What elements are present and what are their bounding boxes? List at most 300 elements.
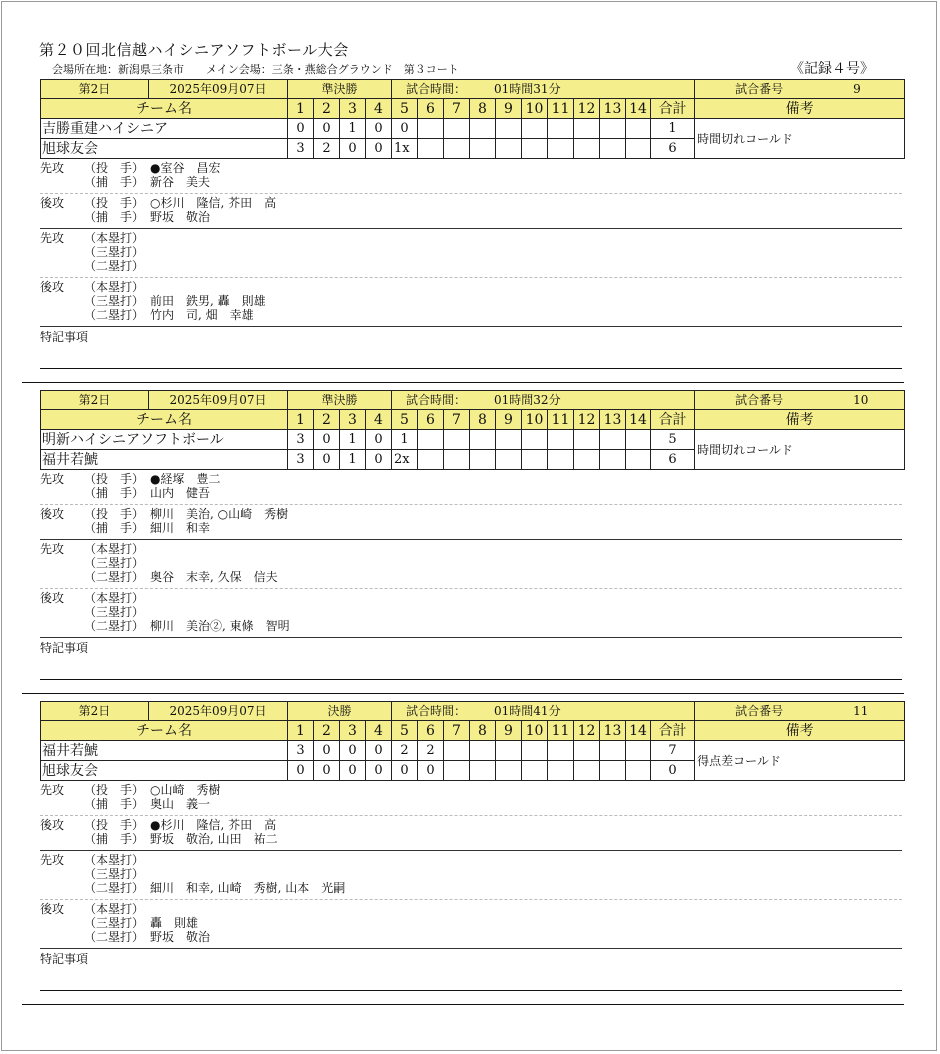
inning-score xyxy=(496,450,522,470)
inning-score: 0 xyxy=(392,119,418,139)
total-score: 0 xyxy=(651,761,695,781)
record-number: 《記録４号》 xyxy=(790,61,874,77)
special-notes: 特記事項 xyxy=(40,949,902,991)
position-label: （二塁打） xyxy=(84,881,145,895)
inning-header-5: 5 xyxy=(392,721,418,741)
detail-line xyxy=(40,521,902,535)
inning-score: 2 xyxy=(314,139,340,159)
inning-header-9: 9 xyxy=(496,99,522,119)
player-names: 野坂 敬治, 山田 祐二 xyxy=(150,832,278,846)
inning-score xyxy=(496,761,522,781)
inning-header-1: 1 xyxy=(288,99,314,119)
inning-header-5: 5 xyxy=(392,99,418,119)
batting-order-label: 先攻 xyxy=(40,231,65,245)
player-names: 柳川 美治②, 東條 智明 xyxy=(150,619,290,633)
detail-line xyxy=(40,308,902,322)
game-time: 試合時間： 01時間31分 xyxy=(392,80,695,99)
inning-header-5: 5 xyxy=(392,410,418,430)
team-name-header: チーム名 xyxy=(41,721,288,741)
batting-order-label xyxy=(40,867,84,881)
remarks-cell: 得点差コールド xyxy=(695,741,905,781)
batting-order-label: 後攻 xyxy=(40,902,65,916)
venue-line: 会場所在地：新潟県三条市 メイン会場：三条・燕総合グラウンド 第３コート xyxy=(52,63,459,76)
inning-score: 0 xyxy=(366,450,392,470)
detail-line xyxy=(40,570,902,584)
detail-line xyxy=(40,259,902,273)
position-label: （捕 手） xyxy=(84,521,145,535)
player-names: 前田 鉄男, 轟 則雄 xyxy=(150,294,266,308)
inning-score xyxy=(522,139,548,159)
team-row xyxy=(41,119,905,139)
inning-header-7: 7 xyxy=(444,99,470,119)
inning-score xyxy=(626,450,651,470)
detail-line xyxy=(40,542,902,556)
inning-score: 0 xyxy=(288,761,314,781)
position-label: （投 手） xyxy=(84,507,145,521)
detail-line xyxy=(40,556,902,570)
inning-score xyxy=(574,741,600,761)
inning-header-2: 2 xyxy=(314,721,340,741)
position-label: （本塁打） xyxy=(84,591,145,605)
inning-header-13: 13 xyxy=(600,721,626,741)
game-details xyxy=(40,159,902,369)
bottom-extra-base-hits xyxy=(40,589,902,638)
position-label: （二塁打） xyxy=(84,619,145,633)
detail-line xyxy=(40,210,902,224)
position-label: （捕 手） xyxy=(84,832,145,846)
inning-score: 3 xyxy=(288,139,314,159)
game-round: 決勝 xyxy=(288,702,392,721)
inning-score xyxy=(626,430,651,450)
inning-score: 3 xyxy=(288,430,314,450)
inning-header-11: 11 xyxy=(548,99,574,119)
team-row xyxy=(41,430,905,450)
inning-score: 0 xyxy=(366,430,392,450)
inning-score xyxy=(444,139,470,159)
bottom-extra-base-hits xyxy=(40,900,902,949)
inning-score xyxy=(574,430,600,450)
batting-order-label: 先攻 xyxy=(40,161,65,175)
team-name: 旭球友会 xyxy=(41,139,288,159)
total-score: 6 xyxy=(651,139,695,159)
detail-line xyxy=(40,245,902,259)
inning-header-6: 6 xyxy=(418,410,444,430)
inning-score xyxy=(600,430,626,450)
batting-order-label xyxy=(40,521,84,535)
detail-line xyxy=(40,175,902,189)
inning-score: 0 xyxy=(314,450,340,470)
detail-line xyxy=(40,619,902,633)
batting-order-label xyxy=(40,294,84,308)
game-record xyxy=(40,79,902,369)
bottom-battery xyxy=(40,505,902,540)
detail-line xyxy=(40,472,902,486)
position-label: （本塁打） xyxy=(84,280,145,294)
inning-header-11: 11 xyxy=(548,410,574,430)
inning-score: 0 xyxy=(418,761,444,781)
position-label: （三塁打） xyxy=(84,556,145,570)
game-time: 試合時間： 01時間32分 xyxy=(392,391,695,410)
inning-header-2: 2 xyxy=(314,410,340,430)
position-label: （捕 手） xyxy=(84,210,145,224)
top-battery xyxy=(40,781,902,816)
team-row xyxy=(41,741,905,761)
position-label: （三塁打） xyxy=(84,867,145,881)
position-label: （投 手） xyxy=(84,818,145,832)
inning-score: 0 xyxy=(366,761,392,781)
batting-order-label: 後攻 xyxy=(40,818,65,832)
inning-score: 0 xyxy=(340,139,366,159)
team-name: 旭球友会 xyxy=(41,761,288,781)
position-label: （捕 手） xyxy=(84,175,145,189)
batting-order-label xyxy=(40,832,84,846)
inning-header-14: 14 xyxy=(626,99,651,119)
inning-header-4: 4 xyxy=(366,721,392,741)
inning-score xyxy=(418,139,444,159)
detail-line xyxy=(40,280,902,294)
detail-line xyxy=(40,867,902,881)
game-separator xyxy=(22,693,904,694)
top-extra-base-hits xyxy=(40,540,902,589)
match-number: 試合番号 9 xyxy=(695,80,905,99)
batting-order-label xyxy=(40,259,84,273)
inning-header-11: 11 xyxy=(548,721,574,741)
inning-header-6: 6 xyxy=(418,99,444,119)
detail-line xyxy=(40,783,902,797)
inning-header-3: 3 xyxy=(340,721,366,741)
detail-line xyxy=(40,853,902,867)
player-names: 新谷 美夫 xyxy=(150,175,211,189)
position-label: （本塁打） xyxy=(84,542,145,556)
batting-order-label: 後攻 xyxy=(40,280,65,294)
inning-score: 1x xyxy=(392,139,418,159)
inning-score xyxy=(522,741,548,761)
inning-score: 1 xyxy=(340,430,366,450)
bottom-extra-base-hits xyxy=(40,278,902,327)
inning-score xyxy=(626,139,651,159)
player-names: 竹内 司, 畑 幸雄 xyxy=(150,308,254,322)
position-label: （二塁打） xyxy=(84,308,145,322)
batting-order-label xyxy=(40,930,84,944)
inning-score: 0 xyxy=(314,430,340,450)
game-separator xyxy=(22,382,904,383)
detail-line xyxy=(40,930,902,944)
detail-line xyxy=(40,231,902,245)
player-names: 野坂 敬治 xyxy=(150,210,211,224)
top-battery xyxy=(40,159,902,194)
bottom-battery xyxy=(40,194,902,229)
batting-order-label xyxy=(40,570,84,584)
total-header: 合計 xyxy=(651,99,695,119)
inning-header-9: 9 xyxy=(496,410,522,430)
inning-score xyxy=(470,761,496,781)
position-label: （三塁打） xyxy=(84,294,145,308)
player-names: 細川 和幸 xyxy=(150,521,211,535)
batting-order-label xyxy=(40,245,84,259)
game-separator xyxy=(22,1004,904,1005)
player-names: ●室谷 昌宏 xyxy=(150,161,221,175)
inning-score: 0 xyxy=(366,139,392,159)
inning-header-6: 6 xyxy=(418,721,444,741)
inning-score xyxy=(600,139,626,159)
detail-line xyxy=(40,196,902,210)
detail-line xyxy=(40,591,902,605)
detail-line xyxy=(40,902,902,916)
detail-line xyxy=(40,161,902,175)
team-name: 福井若鯱 xyxy=(41,741,288,761)
inning-score xyxy=(548,761,574,781)
scoreboard-table xyxy=(40,701,905,781)
inning-header-10: 10 xyxy=(522,99,548,119)
inning-score: 1 xyxy=(340,119,366,139)
game-record xyxy=(40,701,902,991)
position-label: （本塁打） xyxy=(84,902,145,916)
batting-order-label xyxy=(40,556,84,570)
inning-header-2: 2 xyxy=(314,99,340,119)
position-label: （三塁打） xyxy=(84,916,145,930)
game-date: 2025年09月07日 xyxy=(149,80,288,99)
inning-header-10: 10 xyxy=(522,410,548,430)
inning-header-12: 12 xyxy=(574,410,600,430)
inning-score xyxy=(444,741,470,761)
player-names: 轟 則雄 xyxy=(150,916,199,930)
inning-score xyxy=(548,741,574,761)
total-header: 合計 xyxy=(651,721,695,741)
inning-score xyxy=(444,119,470,139)
inning-header-14: 14 xyxy=(626,410,651,430)
game-round: 準決勝 xyxy=(288,391,392,410)
position-label: （二塁打） xyxy=(84,930,145,944)
inning-score xyxy=(496,741,522,761)
position-label: （本塁打） xyxy=(84,231,145,245)
inning-score: 0 xyxy=(340,761,366,781)
inning-score: 0 xyxy=(314,741,340,761)
detail-line xyxy=(40,486,902,500)
inning-header-4: 4 xyxy=(366,410,392,430)
inning-score xyxy=(418,430,444,450)
inning-header-12: 12 xyxy=(574,99,600,119)
position-label: （二塁打） xyxy=(84,570,145,584)
remarks-cell: 時間切れコールド xyxy=(695,430,905,470)
total-score: 6 xyxy=(651,450,695,470)
inning-score xyxy=(444,430,470,450)
team-name: 福井若鯱 xyxy=(41,450,288,470)
inning-header-8: 8 xyxy=(470,721,496,741)
game-day: 第2日 xyxy=(41,80,149,99)
inning-score: 0 xyxy=(392,761,418,781)
total-score: 7 xyxy=(651,741,695,761)
inning-score xyxy=(470,741,496,761)
player-names: ○山崎 秀樹 xyxy=(150,783,221,797)
inning-header-4: 4 xyxy=(366,99,392,119)
inning-score xyxy=(496,430,522,450)
position-label: （捕 手） xyxy=(84,797,145,811)
position-label: （三塁打） xyxy=(84,605,145,619)
position-label: （投 手） xyxy=(84,161,145,175)
inning-score xyxy=(574,761,600,781)
remarks-cell: 時間切れコールド xyxy=(695,119,905,159)
inning-score: 3 xyxy=(288,741,314,761)
batting-order-label: 先攻 xyxy=(40,472,65,486)
inning-score xyxy=(548,139,574,159)
position-label: （投 手） xyxy=(84,196,145,210)
game-time: 試合時間： 01時間41分 xyxy=(392,702,695,721)
inning-header-1: 1 xyxy=(288,721,314,741)
player-names: ●杉川 隆信, 芥田 高 xyxy=(150,818,277,832)
player-names: ●経塚 豊二 xyxy=(150,472,221,486)
inning-score xyxy=(418,119,444,139)
team-name: 明新ハイシニアソフトボール xyxy=(41,430,288,450)
position-label: （投 手） xyxy=(84,783,145,797)
team-name-header: チーム名 xyxy=(41,99,288,119)
inning-score xyxy=(418,450,444,470)
detail-line xyxy=(40,797,902,811)
inning-score xyxy=(548,450,574,470)
inning-score: 2 xyxy=(392,741,418,761)
inning-score: 0 xyxy=(340,741,366,761)
batting-order-label xyxy=(40,486,84,500)
inning-score xyxy=(548,119,574,139)
batting-order-label: 先攻 xyxy=(40,542,65,556)
inning-score xyxy=(600,761,626,781)
inning-header-13: 13 xyxy=(600,410,626,430)
total-score: 1 xyxy=(651,119,695,139)
player-names: ○杉川 隆信, 芥田 高 xyxy=(150,196,277,210)
batting-order-label xyxy=(40,916,84,930)
detail-line xyxy=(40,294,902,308)
inning-header-10: 10 xyxy=(522,721,548,741)
game-round: 準決勝 xyxy=(288,80,392,99)
inning-score: 3 xyxy=(288,450,314,470)
position-label: （投 手） xyxy=(84,472,145,486)
inning-header-14: 14 xyxy=(626,721,651,741)
inning-score: 0 xyxy=(314,119,340,139)
detail-line xyxy=(40,818,902,832)
inning-score: 1 xyxy=(392,430,418,450)
inning-score xyxy=(574,450,600,470)
game-record xyxy=(40,390,902,680)
inning-score xyxy=(522,430,548,450)
batting-order-label: 先攻 xyxy=(40,783,65,797)
inning-score xyxy=(470,119,496,139)
position-label: （二塁打） xyxy=(84,259,145,273)
inning-score: 0 xyxy=(366,119,392,139)
inning-score: 1 xyxy=(340,450,366,470)
detail-line xyxy=(40,507,902,521)
scoreboard-table xyxy=(40,79,905,159)
inning-header-12: 12 xyxy=(574,721,600,741)
inning-score xyxy=(574,139,600,159)
player-names: 奥谷 末幸, 久保 信夫 xyxy=(150,570,278,584)
game-details xyxy=(40,470,902,680)
inning-score xyxy=(522,119,548,139)
detail-line xyxy=(40,605,902,619)
batting-order-label: 後攻 xyxy=(40,507,65,521)
top-battery xyxy=(40,470,902,505)
inning-header-8: 8 xyxy=(470,410,496,430)
player-names: 柳川 美治, ○山崎 秀樹 xyxy=(150,507,289,521)
detail-line xyxy=(40,832,902,846)
scoreboard-table xyxy=(40,390,905,470)
batting-order-label: 先攻 xyxy=(40,853,65,867)
position-label: （本塁打） xyxy=(84,853,145,867)
batting-order-label xyxy=(40,797,84,811)
bottom-battery xyxy=(40,816,902,851)
inning-score xyxy=(626,119,651,139)
inning-header-8: 8 xyxy=(470,99,496,119)
team-name-header: チーム名 xyxy=(41,410,288,430)
inning-score xyxy=(470,430,496,450)
remarks-header: 備考 xyxy=(695,410,905,430)
inning-score xyxy=(600,450,626,470)
top-extra-base-hits xyxy=(40,851,902,900)
game-date: 2025年09月07日 xyxy=(149,391,288,410)
game-day: 第2日 xyxy=(41,702,149,721)
inning-score: 0 xyxy=(366,741,392,761)
inning-score xyxy=(444,450,470,470)
position-label: （三塁打） xyxy=(84,245,145,259)
match-number: 試合番号 11 xyxy=(695,702,905,721)
inning-score xyxy=(548,430,574,450)
batting-order-label xyxy=(40,308,84,322)
top-extra-base-hits xyxy=(40,229,902,278)
inning-score xyxy=(522,761,548,781)
batting-order-label: 後攻 xyxy=(40,591,65,605)
position-label: （捕 手） xyxy=(84,486,145,500)
detail-line xyxy=(40,881,902,895)
inning-score xyxy=(626,761,651,781)
inning-score: 0 xyxy=(288,119,314,139)
inning-header-3: 3 xyxy=(340,410,366,430)
game-details xyxy=(40,781,902,991)
inning-header-7: 7 xyxy=(444,721,470,741)
game-date: 2025年09月07日 xyxy=(149,702,288,721)
inning-header-1: 1 xyxy=(288,410,314,430)
inning-header-13: 13 xyxy=(600,99,626,119)
game-day: 第2日 xyxy=(41,391,149,410)
batting-order-label xyxy=(40,881,84,895)
remarks-header: 備考 xyxy=(695,721,905,741)
batting-order-label xyxy=(40,605,84,619)
inning-score xyxy=(496,119,522,139)
inning-score xyxy=(626,741,651,761)
inning-header-7: 7 xyxy=(444,410,470,430)
inning-score: 2 xyxy=(418,741,444,761)
inning-header-9: 9 xyxy=(496,721,522,741)
team-name: 吉勝重建ハイシニア xyxy=(41,119,288,139)
inning-score xyxy=(470,450,496,470)
inning-score xyxy=(444,761,470,781)
tournament-title: 第２０回北信越ハイシニアソフトボール大会 xyxy=(39,41,349,59)
special-notes: 特記事項 xyxy=(40,638,902,680)
inning-score xyxy=(496,139,522,159)
inning-score xyxy=(600,741,626,761)
player-names: 山内 健吾 xyxy=(150,486,211,500)
total-header: 合計 xyxy=(651,410,695,430)
player-names: 野坂 敬治 xyxy=(150,930,211,944)
special-notes: 特記事項 xyxy=(40,327,902,369)
batting-order-label xyxy=(40,619,84,633)
inning-score xyxy=(470,139,496,159)
inning-score xyxy=(600,119,626,139)
inning-score: 2x xyxy=(392,450,418,470)
remarks-header: 備考 xyxy=(695,99,905,119)
inning-header-3: 3 xyxy=(340,99,366,119)
inning-score xyxy=(522,450,548,470)
player-names: 細川 和幸, 山崎 秀樹, 山本 光嗣 xyxy=(150,881,346,895)
batting-order-label xyxy=(40,210,84,224)
inning-score: 0 xyxy=(314,761,340,781)
